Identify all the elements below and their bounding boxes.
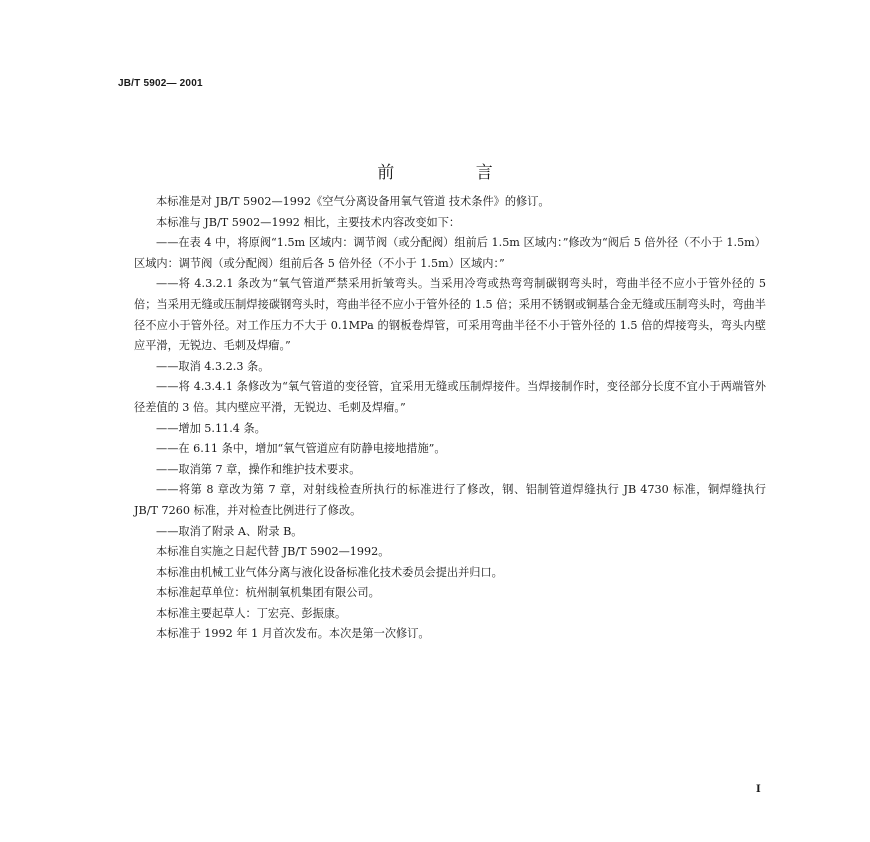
paragraph: ——在 6.11 条中，增加“氧气管道应有防静电接地措施”。: [156, 442, 446, 456]
paragraph: 本标准是对 JB/T 5902—1992《空气分离设备用氧气管道 技术条件》的修订。: [156, 195, 550, 208]
paragraph: ——在表 4 中，将原阀“1.5m 区域内：调节阀（或分配阀）组前后 1.5m 区域内：”修改为“阀后 5 倍外径（不小于 1.5m）区域内：调节阀（或分配阀）组前后各 5 倍外径（不小于 1.5m）区域内：”: [134, 236, 766, 270]
paragraph: 本标准起草单位：杭州制氧机集团有限公司。: [156, 586, 380, 600]
paragraph: ——将第 8 章改为第 7 章，对射线检查所执行的标准进行了修改，钢、铝制管道焊缝执行 JB 4730 标准，铜焊缝执行 JB/T 7260 标准，并对检查比例进行了修改。: [134, 483, 766, 517]
paragraph: ——将 4.3.2.1 条改为“氧气管道严禁采用折皱弯头。当采用冷弯或热弯弯制碳钢弯头时，弯曲半径不应小于管外径的 5 倍；当采用无缝或压制焊接碳钢弯头时，弯曲半径不应小于管外径的 1.5 倍；采用不锈钢或铜基合金无缝或压制弯头时，弯曲半径不应小于管外径。对工作压力不大于 0.1MPa 的钢板卷焊管，可采用弯曲半径不小于管外径的 1.5 倍的焊接弯头，弯头内壁应平滑，无锐边、毛刺及焊瘤。”: [134, 277, 766, 353]
paragraph: 本标准于 1992 年 1 月首次发布。本次是第一次修订。: [156, 627, 430, 641]
foreword-body: [134, 192, 766, 645]
paragraph: 本标准与 JB/T 5902—1992 相比，主要技术内容改变如下：: [156, 215, 461, 229]
paragraph: ——将 4.3.4.1 条修改为“氧气管道的变径管，宜采用无缝或压制焊接件。当焊接制作时，变径部分长度不宜小于两端管外径差值的 3 倍。其内壁应平滑，无锐边、毛刺及焊瘤。”: [134, 380, 766, 414]
paragraph: ——取消第 7 章，操作和维护技术要求。: [156, 462, 361, 476]
paragraph: 本标准由机械工业气体分离与液化设备标准化技术委员会提出并归口。: [156, 565, 503, 579]
paragraph: ——增加 5.11.4 条。: [156, 421, 266, 435]
page-title: 前 言: [377, 163, 531, 183]
paragraph: 本标准自实施之日起代替 JB/T 5902—1992。: [156, 545, 390, 559]
page-number: I: [756, 784, 761, 795]
paragraph: 本标准主要起草人：丁宏亮、彭振康。: [156, 606, 347, 620]
standard-code: JB/T 5902— 2001: [118, 78, 203, 89]
paragraph: ——取消了附录 A、附录 B。: [156, 524, 303, 538]
paragraph: ——取消 4.3.2.3 条。: [156, 359, 270, 373]
